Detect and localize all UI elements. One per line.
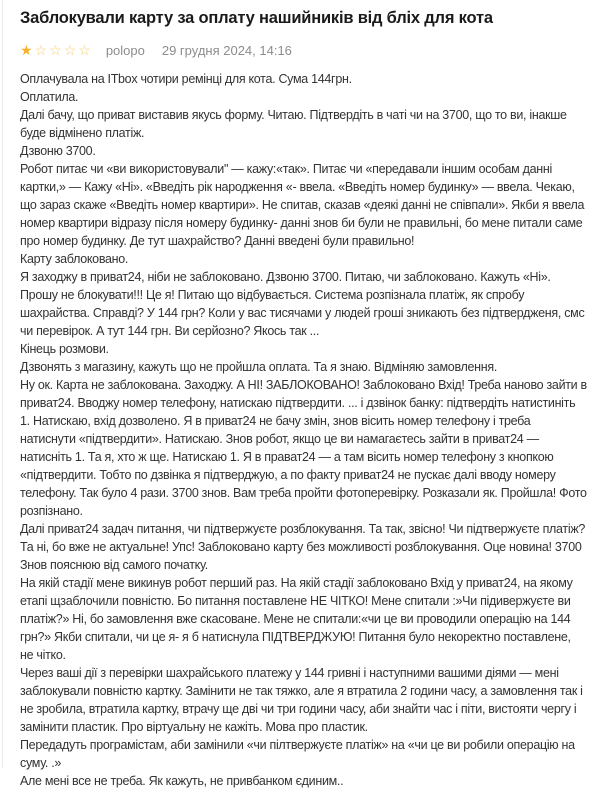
review-paragraph: Далі бачу, що приват виставив якусь форму. Читаю. Підтвердіть в чаті чи на 3700, що то ви, інакше буде відмінено платіж. bbox=[20, 107, 567, 140]
star-filled-icon: ★ bbox=[20, 42, 35, 59]
review-paragraph: Але мені все не треба. Як кажуть, не привбанком єдиним.. bbox=[20, 773, 344, 788]
review-paragraph: Дзвоню 3700. bbox=[20, 143, 96, 158]
review-paragraph: На якій стадії мене викинув робот перший раз. На якій стадії заблоковано Вхід у приват24, на якому етапі щзаблочили повністю. Бо питання поставлене НЕ ЧІТКО! Мене спитали :»Чи підивержуєте ви платіж?» Ні, бо замовлення вже скасоване. Мене не спитали:«чи це ви проводили операцію на 144 грн?» Якби спитали, чи це я- я б натиснула ПІДТВЕРДЖУЮ! Питання було некоректно поставлене, не чітко. bbox=[20, 575, 573, 662]
review-meta bbox=[20, 43, 587, 58]
review-paragraph: Карту заблоковано. bbox=[20, 251, 129, 266]
review-paragraph: Ну ок. Карта не заблокована. Заходжу. А НІ! ЗАБЛОКОВАНО! Заблоковано Вхід! Треба наново зайти в приват24. Вводжу номер телефону, натискаю підтвердити. ... і дзвінок банку: підтвердіть натистиніть 1. Натискаю, вхід дозволено. Я в приват24 не бачу змін, знов вісить номер телефону і треба натиснути «підтвердити». Натискаю. Знов робот, якщо це ви намагаєтесь зайти в приват24 — натисніть 1. Та я, хто ж ще. Натискаю 1. Я в прават24 — а там вісить номер телефону з кнопкою «підтвердити. Тобто по дзвінка я підтверджую, а по факту приват24 не пускає далі вводу номеру телефону. Так було 4 рази. 3700 знов. Вам треба пройти фотоперевірку. Розказали як. Пройшла! Фото розпізнано. bbox=[20, 377, 587, 518]
star-empty-icon: ☆ bbox=[63, 42, 79, 59]
review-paragraph: Через ваші дії з перевірки шахрайського платежу у 144 гривні і наступними вашими діями — мені заблокували повністю картку. Замінити не так тяжко, але я втратила 2 години часу, а замовлення так і не зробила, втратила картку, втрачу ще дві чи три години часу, аби знайти час і піти, вистояти чергу і замінити пластик. Про віртуальну не кажіть. Мова про пластик. bbox=[20, 665, 583, 734]
review-date: 29 грудня 2024, 14:16 bbox=[161, 42, 292, 58]
review-paragraph: Я заходжу в приват24, ніби не заблоковано. Дзвоню 3700. Питаю, чи заблоковано. Кажуть «Ні». Прошу не блокувати!!! Це я! Питаю що відбувається. Система розпізнала платіж, як спробу шахрайства. Справді? У 144 грн? Коли у вас тисячами у людей гроші зникають без підтвердженя, смс чи перевірок. А тут 144 грн. Ви серйозно? Якось так ... bbox=[20, 269, 585, 338]
review-paragraph: Передадуть програмістам, аби замінили «чи пілтвержуєте платіж» на «чи це ви робили операцію на суму. .» bbox=[20, 737, 575, 770]
star-empty-icon: ☆ bbox=[34, 42, 50, 59]
review-body bbox=[20, 70, 587, 790]
review-paragraph: Кінець розмови. bbox=[20, 341, 109, 356]
review-paragraph: Робот питає чи «ви використовували" — кажу:«так». Питає чи «передавали іншим особам данні картки,» — Кажу «Ні». «Введіть рік народження «- ввела. «Введіть номер будинку» — ввела. Чекаю, що зараз скаже «Введіть номер квартири». Не спитав, сказав «деякі данні не співпали». Якби я ввела номер квартири відразу після номеру будинку- данні знов би були не правильні, бо мене питали саме про номер будинку. Де тут шахрайство? Данні введені були правильно! bbox=[20, 161, 585, 248]
review-paragraph: Оплатила. bbox=[20, 89, 79, 104]
review-page bbox=[2, 0, 603, 788]
review-paragraph: Дзвонять з магазину, кажуть що не пройшла оплата. Та я знаю. Відміняю замовлення. bbox=[20, 359, 498, 374]
review-paragraph: Оплачувала на ITbox чотири ремінці для кота. Сума 144грн. bbox=[20, 71, 352, 86]
star-empty-icon: ☆ bbox=[49, 42, 64, 59]
review-title: Заблокували карту за оплату нашийників від бліх для кота bbox=[20, 9, 493, 27]
review-paragraph: Далі приват24 задач питання, чи підтвержуєте розблокування. Та так, звісно! Чи підтвержуєте платіж? Та ні, бо вже не актуальне! Упс! Заблоковано карту без можливості розблокування. Оце новина! 3700 Знов пояснюю від самого початку. bbox=[20, 521, 586, 572]
star-empty-icon: ☆ bbox=[78, 42, 93, 59]
rating-stars bbox=[20, 43, 93, 57]
review-author-link[interactable]: polopo bbox=[105, 42, 145, 58]
